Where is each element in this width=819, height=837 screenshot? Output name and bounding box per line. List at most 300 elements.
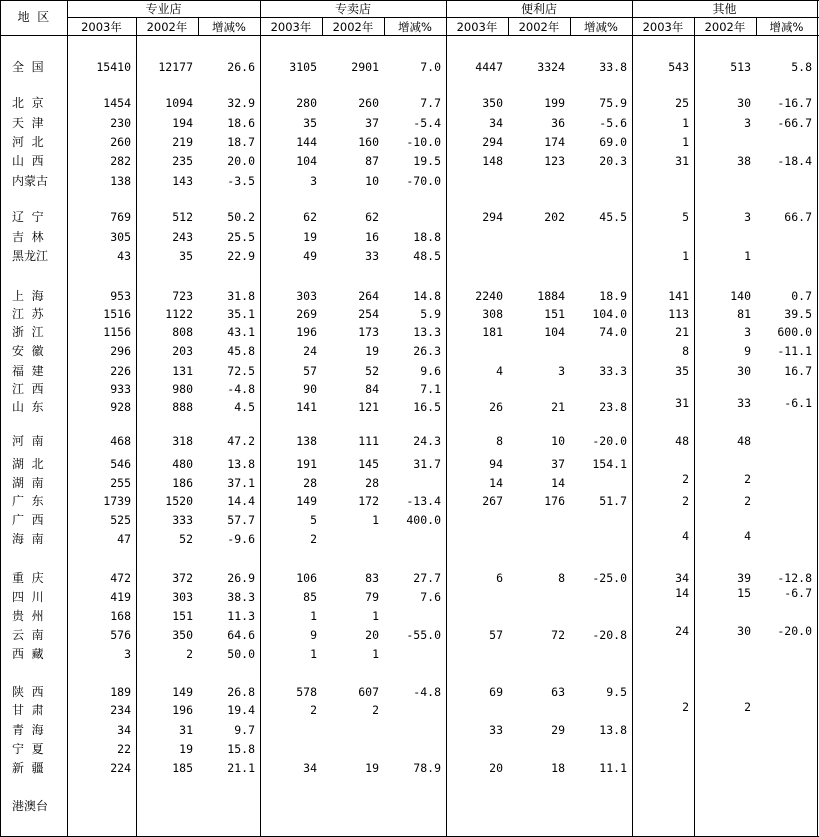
table-cell: 1739 bbox=[103, 494, 131, 508]
table-cell: 513 bbox=[730, 60, 751, 74]
data-column-divider bbox=[694, 36, 695, 837]
table-cell: 72 bbox=[551, 628, 565, 642]
table-cell: 72.5 bbox=[227, 364, 255, 378]
table-cell: 1 bbox=[682, 249, 689, 263]
table-cell: 64.6 bbox=[227, 628, 255, 642]
table-cell: 138 bbox=[296, 434, 317, 448]
table-cell: 18.7 bbox=[227, 135, 255, 149]
table-cell: 144 bbox=[296, 135, 317, 149]
table-cell: 48.5 bbox=[413, 249, 441, 263]
table-cell: 24 bbox=[303, 344, 317, 358]
table-cell: 149 bbox=[172, 685, 193, 699]
table-cell: 2901 bbox=[351, 60, 379, 74]
region-name: 湖 南 bbox=[12, 476, 44, 490]
table-cell: 3105 bbox=[289, 60, 317, 74]
region-name: 河 北 bbox=[12, 135, 44, 149]
table-cell: 30 bbox=[737, 364, 751, 378]
table-cell: 15.8 bbox=[227, 742, 255, 756]
table-cell: 3 bbox=[310, 174, 317, 188]
table-cell: 47 bbox=[117, 532, 131, 546]
table-cell: -13.4 bbox=[406, 494, 441, 508]
table-cell: 52 bbox=[179, 532, 193, 546]
table-cell: 69.0 bbox=[599, 135, 627, 149]
table-cell: 16 bbox=[365, 230, 379, 244]
table-cell: 22 bbox=[117, 742, 131, 756]
region-name: 山 西 bbox=[12, 154, 44, 168]
table-cell: 19 bbox=[303, 230, 317, 244]
main-column-divider bbox=[67, 0, 68, 837]
table-cell: 104 bbox=[544, 325, 565, 339]
main-column-divider bbox=[446, 0, 447, 837]
table-cell: 1 bbox=[372, 513, 379, 527]
table-cell: 34 bbox=[489, 116, 503, 130]
table-cell: 37 bbox=[365, 116, 379, 130]
table-cell: 35 bbox=[675, 364, 689, 378]
table-cell: 185 bbox=[172, 761, 193, 775]
table-cell: 24.3 bbox=[413, 434, 441, 448]
table-cell: -25.0 bbox=[592, 571, 627, 585]
table-cell: -20.0 bbox=[592, 434, 627, 448]
region-name: 宁 夏 bbox=[12, 742, 44, 756]
group-header-0: 专业店 bbox=[145, 2, 182, 16]
table-cell: 578 bbox=[296, 685, 317, 699]
table-cell: 224 bbox=[110, 761, 131, 775]
table-cell: 7.1 bbox=[420, 382, 441, 396]
table-cell: 26.6 bbox=[227, 60, 255, 74]
subcol-header: 2003年 bbox=[642, 20, 684, 34]
table-cell: 267 bbox=[482, 494, 503, 508]
table-cell: 31.7 bbox=[413, 457, 441, 471]
table-cell: 4.5 bbox=[234, 400, 255, 414]
table-cell: -20.8 bbox=[592, 628, 627, 642]
table-cell: 5.9 bbox=[420, 307, 441, 321]
table-cell: 13.8 bbox=[599, 723, 627, 737]
table-cell: 191 bbox=[296, 457, 317, 471]
table-cell: 9.5 bbox=[606, 685, 627, 699]
table-cell: 4 bbox=[744, 529, 751, 543]
table-cell: 11.3 bbox=[227, 609, 255, 623]
table-cell: -18.4 bbox=[777, 154, 812, 168]
table-cell: -4.8 bbox=[413, 685, 441, 699]
table-cell: 525 bbox=[110, 513, 131, 527]
table-cell: 202 bbox=[544, 210, 565, 224]
region-name: 黑龙江 bbox=[12, 249, 49, 263]
table-cell: 19 bbox=[365, 344, 379, 358]
table-cell: 145 bbox=[358, 457, 379, 471]
table-cell: 34 bbox=[117, 723, 131, 737]
table-cell: 3324 bbox=[537, 60, 565, 74]
table-cell: 28 bbox=[365, 476, 379, 490]
region-name: 广 东 bbox=[12, 494, 44, 508]
table-cell: 305 bbox=[110, 230, 131, 244]
table-cell: 69 bbox=[489, 685, 503, 699]
table-cell: 173 bbox=[358, 325, 379, 339]
region-name: 吉 林 bbox=[12, 230, 44, 244]
table-cell: -9.6 bbox=[227, 532, 255, 546]
table-cell: 808 bbox=[172, 325, 193, 339]
table-cell: 350 bbox=[482, 96, 503, 110]
table-cell: 480 bbox=[172, 457, 193, 471]
table-cell: 21 bbox=[675, 325, 689, 339]
region-name: 江 西 bbox=[12, 382, 44, 396]
table-cell: 48 bbox=[737, 434, 751, 448]
table-cell: 3 bbox=[744, 116, 751, 130]
table-cell: 52 bbox=[365, 364, 379, 378]
table-cell: 34 bbox=[675, 571, 689, 585]
table-cell: 1454 bbox=[103, 96, 131, 110]
table-cell: 84 bbox=[365, 382, 379, 396]
table-cell: 1 bbox=[372, 647, 379, 661]
table-cell: 199 bbox=[544, 96, 565, 110]
table-cell: 45.5 bbox=[599, 210, 627, 224]
subcol-header: 增减% bbox=[212, 20, 246, 34]
main-column-divider bbox=[817, 0, 818, 837]
table-cell: 255 bbox=[110, 476, 131, 490]
table-cell: 38 bbox=[737, 154, 751, 168]
table-cell: 30 bbox=[737, 96, 751, 110]
table-cell: 25 bbox=[675, 96, 689, 110]
table-cell: 19.5 bbox=[413, 154, 441, 168]
table-cell: 1 bbox=[310, 647, 317, 661]
table-cell: 8 bbox=[558, 571, 565, 585]
table-cell: 21 bbox=[551, 400, 565, 414]
table-cell: 174 bbox=[544, 135, 565, 149]
region-name: 内蒙古 bbox=[12, 174, 49, 188]
table-cell: 546 bbox=[110, 457, 131, 471]
table-cell: 260 bbox=[358, 96, 379, 110]
table-cell: 39 bbox=[737, 571, 751, 585]
table-cell: 50.2 bbox=[227, 210, 255, 224]
table-cell: 27.7 bbox=[413, 571, 441, 585]
table-cell: 189 bbox=[110, 685, 131, 699]
subcol-header: 2003年 bbox=[81, 20, 122, 34]
group-header-2: 便利店 bbox=[520, 2, 557, 16]
region-name: 广 西 bbox=[12, 513, 44, 527]
table-cell: 18.6 bbox=[227, 116, 255, 130]
table-cell: -6.7 bbox=[784, 586, 812, 600]
table-cell: 7.6 bbox=[420, 590, 441, 604]
table-cell: 235 bbox=[172, 154, 193, 168]
table-cell: 2 bbox=[310, 703, 317, 717]
table-cell: 4 bbox=[682, 529, 689, 543]
table-cell: 62 bbox=[365, 210, 379, 224]
table-cell: 1094 bbox=[165, 96, 193, 110]
table-cell: 111 bbox=[358, 434, 379, 448]
table-cell: 176 bbox=[544, 494, 565, 508]
table-cell: 9.6 bbox=[420, 364, 441, 378]
table-cell: 1884 bbox=[537, 289, 565, 303]
table-cell: 18.9 bbox=[599, 289, 627, 303]
region-name: 青 海 bbox=[12, 723, 44, 737]
table-cell: 94 bbox=[489, 457, 503, 471]
group-header-1: 专卖店 bbox=[334, 2, 371, 16]
region-name: 湖 北 bbox=[12, 457, 44, 471]
table-cell: 14.8 bbox=[413, 289, 441, 303]
table-cell: 3 bbox=[744, 210, 751, 224]
table-cell: 143 bbox=[172, 174, 193, 188]
table-cell: 308 bbox=[482, 307, 503, 321]
table-cell: 294 bbox=[482, 210, 503, 224]
table-cell: 154.1 bbox=[592, 457, 627, 471]
table-cell: 62 bbox=[303, 210, 317, 224]
table-cell: 140 bbox=[730, 289, 751, 303]
table-cell: 269 bbox=[296, 307, 317, 321]
table-cell: 10 bbox=[551, 434, 565, 448]
table-cell: 333 bbox=[172, 513, 193, 527]
region-name: 安 徽 bbox=[12, 344, 44, 358]
main-column-divider bbox=[0, 0, 1, 837]
table-cell: -20.0 bbox=[777, 624, 812, 638]
table-cell: 19.4 bbox=[227, 703, 255, 717]
table-cell: 4 bbox=[496, 364, 503, 378]
table-cell: -16.7 bbox=[777, 96, 812, 110]
subcol-header: 2002年 bbox=[146, 20, 188, 34]
region-name: 全 国 bbox=[12, 60, 44, 74]
table-cell: 48 bbox=[675, 434, 689, 448]
table-cell: 37.1 bbox=[227, 476, 255, 490]
table-cell: 303 bbox=[296, 289, 317, 303]
table-cell: 3 bbox=[558, 364, 565, 378]
table-cell: 79 bbox=[365, 590, 379, 604]
table-cell: 13.3 bbox=[413, 325, 441, 339]
table-cell: 1122 bbox=[165, 307, 193, 321]
table-cell: 151 bbox=[544, 307, 565, 321]
region-name: 河 南 bbox=[12, 434, 44, 448]
table-cell: 400.0 bbox=[406, 513, 441, 527]
table-cell: 294 bbox=[482, 135, 503, 149]
table-cell: 543 bbox=[668, 60, 689, 74]
table-cell: 226 bbox=[110, 364, 131, 378]
table-cell: -5.6 bbox=[599, 116, 627, 130]
region-name: 重 庆 bbox=[12, 571, 44, 585]
region-name: 贵 州 bbox=[12, 609, 44, 623]
table-cell: 2 bbox=[682, 472, 689, 486]
table-cell: 933 bbox=[110, 382, 131, 396]
subcol-header: 2002年 bbox=[332, 20, 374, 34]
table-cell: 11.1 bbox=[599, 761, 627, 775]
table-cell: 372 bbox=[172, 571, 193, 585]
table-cell: 7.0 bbox=[420, 60, 441, 74]
table-cell: 16.5 bbox=[413, 400, 441, 414]
table-cell: 149 bbox=[296, 494, 317, 508]
table-cell: 14 bbox=[551, 476, 565, 490]
region-name: 山 东 bbox=[12, 400, 44, 414]
header-bottom-border bbox=[0, 35, 819, 36]
region-name: 新 疆 bbox=[12, 761, 44, 775]
table-cell: 15 bbox=[737, 586, 751, 600]
table-cell: 6 bbox=[496, 571, 503, 585]
table-cell: 186 bbox=[172, 476, 193, 490]
table-cell: -5.4 bbox=[413, 116, 441, 130]
table-cell: 87 bbox=[365, 154, 379, 168]
table-cell: 151 bbox=[172, 609, 193, 623]
table-cell: 28 bbox=[303, 476, 317, 490]
table-cell: 33 bbox=[489, 723, 503, 737]
table-cell: 14.4 bbox=[227, 494, 255, 508]
region-name: 福 建 bbox=[12, 364, 44, 378]
header-group-underline bbox=[67, 17, 819, 18]
table-cell: 35 bbox=[179, 249, 193, 263]
subcol-header: 增减% bbox=[769, 20, 804, 34]
table-cell: 26.9 bbox=[227, 571, 255, 585]
table-cell: -6.1 bbox=[784, 396, 812, 410]
table-cell: 2 bbox=[310, 532, 317, 546]
table-cell: 39.5 bbox=[784, 307, 812, 321]
region-name: 浙 江 bbox=[12, 325, 44, 339]
table-cell: 2 bbox=[682, 494, 689, 508]
table-cell: 1156 bbox=[103, 325, 131, 339]
table-cell: 1 bbox=[682, 135, 689, 149]
table-cell: 14 bbox=[489, 476, 503, 490]
table-cell: 8 bbox=[496, 434, 503, 448]
table-cell: 2 bbox=[372, 703, 379, 717]
table-cell: 2240 bbox=[475, 289, 503, 303]
table-cell: 953 bbox=[110, 289, 131, 303]
table-cell: 90 bbox=[303, 382, 317, 396]
table-cell: 148 bbox=[482, 154, 503, 168]
table-cell: 2 bbox=[744, 472, 751, 486]
table-cell: 15410 bbox=[96, 60, 131, 74]
table-cell: 78.9 bbox=[413, 761, 441, 775]
table-cell: 75.9 bbox=[599, 96, 627, 110]
table-cell: 121 bbox=[358, 400, 379, 414]
subcol-header: 增减% bbox=[584, 20, 618, 34]
table-cell: 57 bbox=[489, 628, 503, 642]
table-cell: 196 bbox=[296, 325, 317, 339]
table-cell: 20.0 bbox=[227, 154, 255, 168]
table-cell: 57.7 bbox=[227, 513, 255, 527]
table-cell: 196 bbox=[172, 703, 193, 717]
table-cell: 26.3 bbox=[413, 344, 441, 358]
table-cell: 2 bbox=[744, 494, 751, 508]
table-cell: 33 bbox=[737, 396, 751, 410]
table-cell: 30 bbox=[737, 624, 751, 638]
table-cell: 20 bbox=[365, 628, 379, 642]
table-cell: 29 bbox=[551, 723, 565, 737]
table-cell: 81 bbox=[737, 307, 751, 321]
table-cell: 85 bbox=[303, 590, 317, 604]
table-cell: 2 bbox=[682, 700, 689, 714]
table-cell: 2 bbox=[744, 700, 751, 714]
table-cell: 26 bbox=[489, 400, 503, 414]
subcol-header: 2003年 bbox=[456, 20, 498, 34]
table-cell: 51.7 bbox=[599, 494, 627, 508]
table-cell: 20.3 bbox=[599, 154, 627, 168]
table-cell: 63 bbox=[551, 685, 565, 699]
table-cell: 83 bbox=[365, 571, 379, 585]
table-cell: 472 bbox=[110, 571, 131, 585]
table-cell: 9.7 bbox=[234, 723, 255, 737]
table-cell: 3 bbox=[124, 647, 131, 661]
group-header-3: 其他 bbox=[712, 2, 737, 16]
table-cell: 5.8 bbox=[791, 60, 812, 74]
table-cell: 35 bbox=[303, 116, 317, 130]
table-cell: 123 bbox=[544, 154, 565, 168]
table-cell: 131 bbox=[172, 364, 193, 378]
table-cell: 160 bbox=[358, 135, 379, 149]
table-cell: 172 bbox=[358, 494, 379, 508]
table-cell: 31 bbox=[675, 154, 689, 168]
table-cell: -3.5 bbox=[227, 174, 255, 188]
subcol-header: 2003年 bbox=[270, 20, 312, 34]
table-cell: 264 bbox=[358, 289, 379, 303]
table-cell: 31 bbox=[179, 723, 193, 737]
table-cell: 5 bbox=[682, 210, 689, 224]
table-cell: 8 bbox=[682, 344, 689, 358]
table-cell: 74.0 bbox=[599, 325, 627, 339]
table-cell: 23.8 bbox=[599, 400, 627, 414]
table-cell: 138 bbox=[110, 174, 131, 188]
table-cell: 1 bbox=[682, 116, 689, 130]
table-cell: 43.1 bbox=[227, 325, 255, 339]
table-cell: 26.8 bbox=[227, 685, 255, 699]
table-cell: 419 bbox=[110, 590, 131, 604]
table-cell: 141 bbox=[296, 400, 317, 414]
table-cell: 303 bbox=[172, 590, 193, 604]
table-cell: 19 bbox=[365, 761, 379, 775]
table-cell: 33.3 bbox=[599, 364, 627, 378]
table-cell: 47.2 bbox=[227, 434, 255, 448]
table-cell: 104 bbox=[296, 154, 317, 168]
table-cell: 36 bbox=[551, 116, 565, 130]
table-cell: 254 bbox=[358, 307, 379, 321]
table-cell: 14 bbox=[675, 586, 689, 600]
table-cell: 10 bbox=[365, 174, 379, 188]
table-cell: -10.0 bbox=[406, 135, 441, 149]
table-cell: 318 bbox=[172, 434, 193, 448]
table-cell: 37 bbox=[551, 457, 565, 471]
table-cell: 32.9 bbox=[227, 96, 255, 110]
table-cell: 7.7 bbox=[420, 96, 441, 110]
table-cell: -12.8 bbox=[777, 571, 812, 585]
table-cell: 296 bbox=[110, 344, 131, 358]
table-cell: 260 bbox=[110, 135, 131, 149]
table-cell: 5 bbox=[310, 513, 317, 527]
region-name: 甘 肃 bbox=[12, 703, 44, 717]
table-cell: 43 bbox=[117, 249, 131, 263]
table-cell: 34 bbox=[303, 761, 317, 775]
table-cell: -55.0 bbox=[406, 628, 441, 642]
table-cell: 19 bbox=[179, 742, 193, 756]
table-cell: 16.7 bbox=[784, 364, 812, 378]
table-cell: 18 bbox=[551, 761, 565, 775]
region-name: 海 南 bbox=[12, 532, 44, 546]
region-name: 上 海 bbox=[12, 289, 44, 303]
table-cell: 22.9 bbox=[227, 249, 255, 263]
table-cell: 888 bbox=[172, 400, 193, 414]
table-cell: -66.7 bbox=[777, 116, 812, 130]
table-cell: 1 bbox=[744, 249, 751, 263]
table-cell: 194 bbox=[172, 116, 193, 130]
table-cell: 9 bbox=[310, 628, 317, 642]
table-cell: 9 bbox=[744, 344, 751, 358]
table-cell: 203 bbox=[172, 344, 193, 358]
table-cell: 33.8 bbox=[599, 60, 627, 74]
table-cell: 1520 bbox=[165, 494, 193, 508]
subcol-header: 增减% bbox=[398, 20, 432, 34]
region-name: 云 南 bbox=[12, 628, 44, 642]
region-name: 港澳台 bbox=[12, 799, 49, 813]
table-cell: 1 bbox=[372, 609, 379, 623]
table-cell: 12177 bbox=[158, 60, 193, 74]
table-cell: 33 bbox=[365, 249, 379, 263]
table-cell: 31 bbox=[675, 396, 689, 410]
table-cell: 25.5 bbox=[227, 230, 255, 244]
table-cell: -70.0 bbox=[406, 174, 441, 188]
table-cell: 45.8 bbox=[227, 344, 255, 358]
subcol-header: 2002年 bbox=[704, 20, 746, 34]
main-column-divider bbox=[260, 0, 261, 837]
